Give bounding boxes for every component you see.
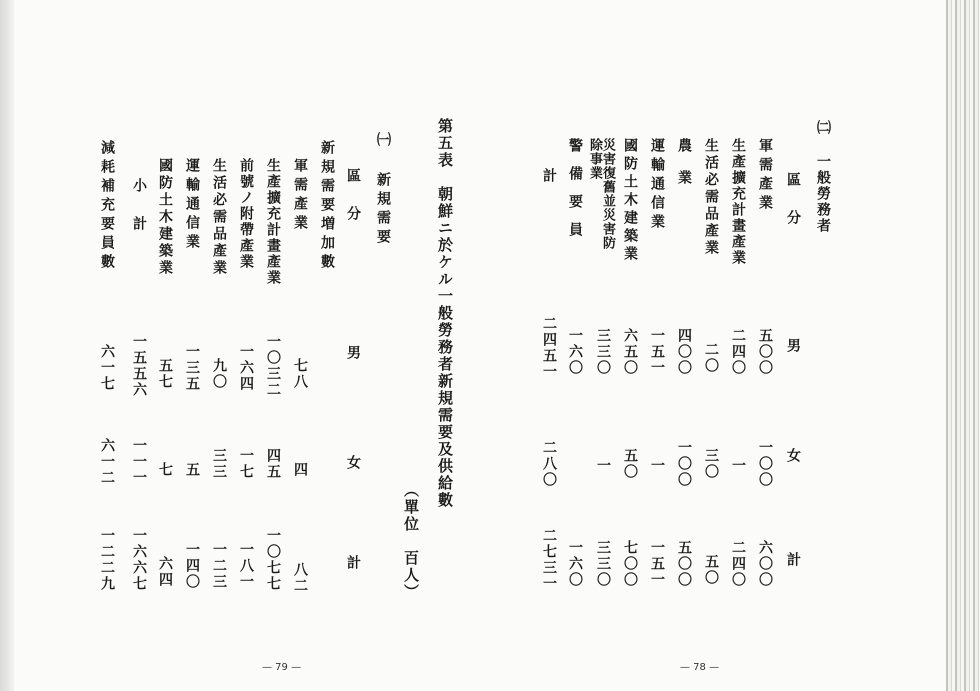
row-label: 國防土木建築業 xyxy=(622,138,638,264)
page-number: — 78 — xyxy=(680,662,720,673)
cell-total: 六〇〇 xyxy=(757,540,773,588)
book-gutter-right xyxy=(946,0,980,691)
cell-total: 二七三一 xyxy=(541,528,557,592)
cell-female: 三〇 xyxy=(703,448,719,480)
cell-male: 六五〇 xyxy=(622,328,638,376)
book-gutter-left xyxy=(0,0,14,691)
cell-male: 一三五 xyxy=(184,344,200,392)
cell-male: 六一七 xyxy=(99,344,115,392)
cell-total: 一四〇 xyxy=(184,542,200,590)
section-heading: ㈡ 一般勞務者 xyxy=(815,120,831,234)
cell-female: 六一二 xyxy=(99,438,115,486)
cell-male: 一六〇 xyxy=(567,328,583,376)
header-male: 男 xyxy=(345,345,361,359)
cell-total: 一六六七 xyxy=(131,528,147,592)
cell-male: 一五五六 xyxy=(131,334,147,398)
unit-note: （單位 百人） xyxy=(402,482,420,601)
cell-total: 五〇〇 xyxy=(676,540,692,588)
header-male: 男 xyxy=(785,338,801,352)
row-label: 軍需產業 xyxy=(757,138,773,214)
cell-male: 一五一 xyxy=(649,328,665,376)
row-label: 新規需要増加數 xyxy=(319,140,335,273)
header-total: 計 xyxy=(785,552,801,566)
cell-female: 一 xyxy=(595,458,611,474)
row-label: 生活必需品產業 xyxy=(703,138,719,257)
row-label: 災害復舊並災害防除事業 xyxy=(587,138,615,250)
cell-female: 三三 xyxy=(211,448,227,480)
cell-total: 一二二九 xyxy=(99,528,115,592)
cell-female: 一 xyxy=(649,458,665,474)
row-label: 運輸通信業 xyxy=(649,138,665,233)
row-label: 小 計 xyxy=(131,178,147,235)
cell-male: 七八 xyxy=(292,358,308,390)
cell-male: 三三〇 xyxy=(595,328,611,376)
cell-total: 一〇七七 xyxy=(265,528,281,592)
cell-total: 二四〇 xyxy=(730,540,746,588)
cell-female: 一七 xyxy=(238,448,254,480)
cell-female: 一〇〇 xyxy=(757,440,773,488)
page-number: — 79 — xyxy=(262,662,302,673)
row-label: 生產擴充計畫產業 xyxy=(730,138,746,266)
cell-female: 四 xyxy=(292,462,308,478)
cell-male: 二〇 xyxy=(703,342,719,374)
cell-total: 三三〇 xyxy=(595,540,611,588)
header-female: 女 xyxy=(785,448,801,462)
row-label: 計 xyxy=(541,168,557,182)
cell-male: 二四五一 xyxy=(541,316,557,380)
cell-total: 五〇 xyxy=(703,554,719,586)
header-category: 區 分 xyxy=(785,172,801,229)
header-category: 區 分 xyxy=(345,168,361,225)
cell-total: 六四 xyxy=(157,556,173,588)
cell-total: 一二三 xyxy=(211,542,227,590)
row-label: 軍需產業 xyxy=(292,158,308,234)
row-label: 國防土木建築業 xyxy=(157,158,173,277)
row-label: 生產擴充計畫產業 xyxy=(265,158,281,286)
cell-male: 九〇 xyxy=(211,358,227,390)
header-female: 女 xyxy=(345,455,361,469)
cell-female: 五〇 xyxy=(622,448,638,480)
cell-male: 五〇〇 xyxy=(757,328,773,376)
cell-male: 一六四 xyxy=(238,344,254,392)
header-total: 計 xyxy=(345,555,361,569)
cell-female: 五 xyxy=(184,462,200,478)
row-label: 農業 xyxy=(676,138,692,202)
cell-female: 七 xyxy=(157,462,173,478)
table-title: 第五表 朝鮮ニ於ケル一般勞務者新規需要及供給數 xyxy=(436,118,454,509)
cell-total: 一八一 xyxy=(238,542,254,590)
row-label: 警備要員 xyxy=(567,138,583,250)
row-label: 生活必需品產業 xyxy=(211,158,227,277)
cell-female: 四五 xyxy=(265,448,281,480)
section-heading: ㈠ 新規需要 xyxy=(375,132,391,248)
row-label: 減耗補充要員數 xyxy=(99,140,115,273)
cell-female: 二八〇 xyxy=(541,440,557,488)
cell-male: 一〇三二 xyxy=(265,334,281,398)
cell-male: 四〇〇 xyxy=(676,328,692,376)
cell-total: 八二 xyxy=(292,562,308,594)
cell-total: 一五一 xyxy=(649,540,665,588)
cell-total: 七〇〇 xyxy=(622,540,638,588)
cell-male: 二四〇 xyxy=(730,328,746,376)
row-label: 前號ノ附帶產業 xyxy=(238,158,254,270)
cell-total: 一六〇 xyxy=(567,540,583,588)
cell-female: 一〇〇 xyxy=(676,440,692,488)
cell-male: 五七 xyxy=(157,358,173,390)
row-label: 運輸通信業 xyxy=(184,158,200,253)
cell-female: 一 xyxy=(730,458,746,474)
right-page xyxy=(490,0,980,691)
cell-female: 一一一 xyxy=(131,438,147,486)
